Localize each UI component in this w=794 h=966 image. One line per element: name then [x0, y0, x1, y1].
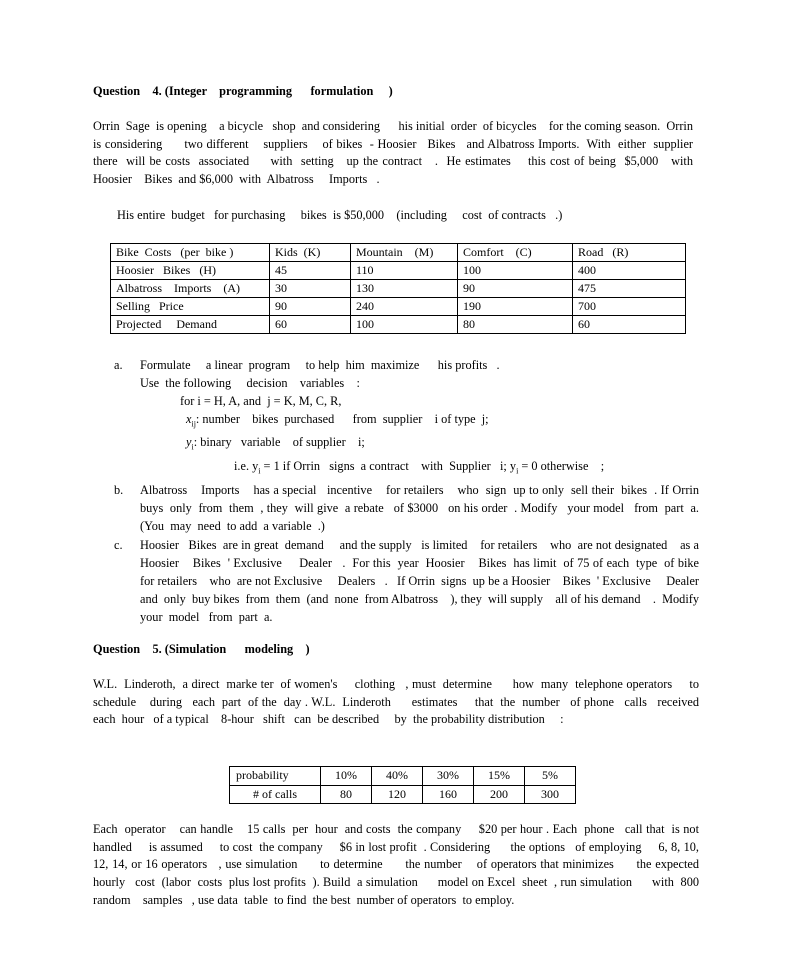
calls-cell: 120 [372, 785, 423, 804]
question-5-closing: Each operator can handle 15 calls per hour and costs the company $20 per hour . Each phone call that is not handled is assumed to cost the company $6 in lost profit . Considering the options of employing 6, 8, 10, 12, 14, or 16 operators , use simulation to determine the number of operators that minimizes the expected hourly cost (labor costs plus lost profits ). Build a simulation model on Excel sheet , run simulation with 800 random samples , use data table to find the best number of operators to employ. [93, 822, 715, 907]
part-a-label: a. [114, 358, 123, 372]
part-b-item [114, 481, 706, 535]
table-cell: Albatross Imports (A) [111, 280, 270, 298]
table-row [111, 262, 686, 280]
table-cell: 30 [270, 280, 351, 298]
table-cell: 700 [573, 298, 686, 316]
table-header-row [111, 244, 686, 262]
part-c [114, 536, 712, 626]
table-header-cell: Mountain (M) [351, 244, 458, 262]
part-a-line-4 [140, 410, 699, 433]
table-header-cell: Comfort (C) [458, 244, 573, 262]
part-a-line-3: for i = H, A, and j = K, M, C, R, [180, 394, 342, 408]
ie-mid: = 1 if Orrin signs a contract with Supplier i; y [260, 458, 517, 473]
table-cell: 100 [351, 316, 458, 334]
probability-row [230, 767, 576, 786]
table-cell: 240 [351, 298, 458, 316]
table-cell: 60 [573, 316, 686, 334]
table-header-cell: Bike Costs (per bike ) [111, 244, 270, 262]
question-4-intro: Orrin Sage is opening a bicycle shop and considering his initial order of bicycles for the coming season. Orrin is considering two different suppliers of bikes - Hoosier Bikes and Albatross Imports. With either supplier there will be costs associated with setting up the contract . He estimates this cost of being $5,000 with Hoosier Bikes and $6,000 with Albatross Imports . [93, 119, 703, 187]
ie-sub-2: i [516, 466, 519, 476]
table-header-cell: Road (R) [573, 244, 686, 262]
table-cell: 130 [351, 280, 458, 298]
table-header-cell: Kids (K) [270, 244, 351, 262]
question-5-heading: Question 5. (Simulation modeling ) [93, 642, 310, 656]
calls-cell: 160 [423, 785, 474, 804]
probability-label: probability [230, 767, 321, 786]
var-y-sub: i [191, 442, 194, 452]
part-b-label: b. [114, 483, 124, 497]
probability-table [229, 766, 576, 804]
table-cell: 400 [573, 262, 686, 280]
table-cell: 190 [458, 298, 573, 316]
calls-row [230, 785, 576, 804]
var-x-sub: ij [191, 419, 196, 429]
probability-cell: 15% [474, 767, 525, 786]
calls-cell: 200 [474, 785, 525, 804]
part-a-line-5 [140, 433, 699, 456]
var-x: x [186, 412, 192, 426]
probability-cell: 5% [525, 767, 576, 786]
budget-line: His entire budget for purchasing bikes is $50,000 (including cost of contracts .) [117, 208, 563, 222]
table-row [111, 298, 686, 316]
part-c-text: Hoosier Bikes are in great demand and the supply is limited for retailers who are not designated as a Hoosier Bikes ' Exclusive Dealer . For this year Hoosier Bikes has limit of 75 of each type of bike for retailers who are not Exclusive Dealers . If Orrin signs up be a Hoosier Bikes ' Exclusive Dealer and only buy bikes from them (and none from Albatross ), they will supply all of his demand . Modify your model from part a. [140, 538, 712, 624]
table-cell: 90 [270, 298, 351, 316]
part-c-item [114, 536, 712, 626]
question-4-heading: Question 4. (Integer programming formulation ) [93, 84, 393, 98]
calls-cell: 300 [525, 785, 576, 804]
table-cell: 45 [270, 262, 351, 280]
table-cell: Selling Price [111, 298, 270, 316]
table-cell: 80 [458, 316, 573, 334]
table-cell: Projected Demand [111, 316, 270, 334]
table-row [111, 316, 686, 334]
part-a-line-1: Formulate a linear program to help him maximize his profits . [140, 358, 500, 372]
table-cell: Hoosier Bikes (H) [111, 262, 270, 280]
ie-end: = 0 otherwise ; [518, 458, 605, 473]
probability-cell: 40% [372, 767, 423, 786]
table-cell: 60 [270, 316, 351, 334]
table-cell: 90 [458, 280, 573, 298]
part-a [114, 356, 699, 480]
part-b [114, 481, 706, 535]
ie-sub: i [258, 466, 261, 476]
probability-cell: 10% [321, 767, 372, 786]
var-y-desc: : binary variable of supplier i; [193, 435, 365, 450]
probability-cell: 30% [423, 767, 474, 786]
var-y: y [186, 435, 192, 450]
part-a-item [114, 356, 699, 480]
question-5-intro: W.L. Linderoth, a direct marke ter of women's clothing , must determine how many telephone operators to schedule during each part of the day . W.L. Linderoth estimates that the number of phone calls received each hour of a typical 8-hour shift can be described by the probability distribution : [93, 677, 715, 727]
part-c-label: c. [114, 538, 123, 552]
part-a-line-6 [140, 457, 699, 480]
ie-text: i.e. y [234, 458, 259, 473]
table-cell: 475 [573, 280, 686, 298]
part-b-text: Albatross Imports has a special incentive for retailers who sign up to only sell their bikes . If Orrin buys only from them , they will give a rebate of $3000 on his order . Modify your model from part a. (You may need to add a variable .) [140, 483, 706, 533]
bike-cost-table [110, 243, 686, 334]
table-cell: 110 [351, 262, 458, 280]
var-x-desc: : number bikes purchased from supplier i of type j; [195, 412, 489, 426]
table-cell: 100 [458, 262, 573, 280]
table-row [111, 280, 686, 298]
part-a-line-2: Use the following decision variables : [140, 376, 360, 390]
calls-cell: 80 [321, 785, 372, 804]
calls-label: # of calls [230, 785, 321, 804]
